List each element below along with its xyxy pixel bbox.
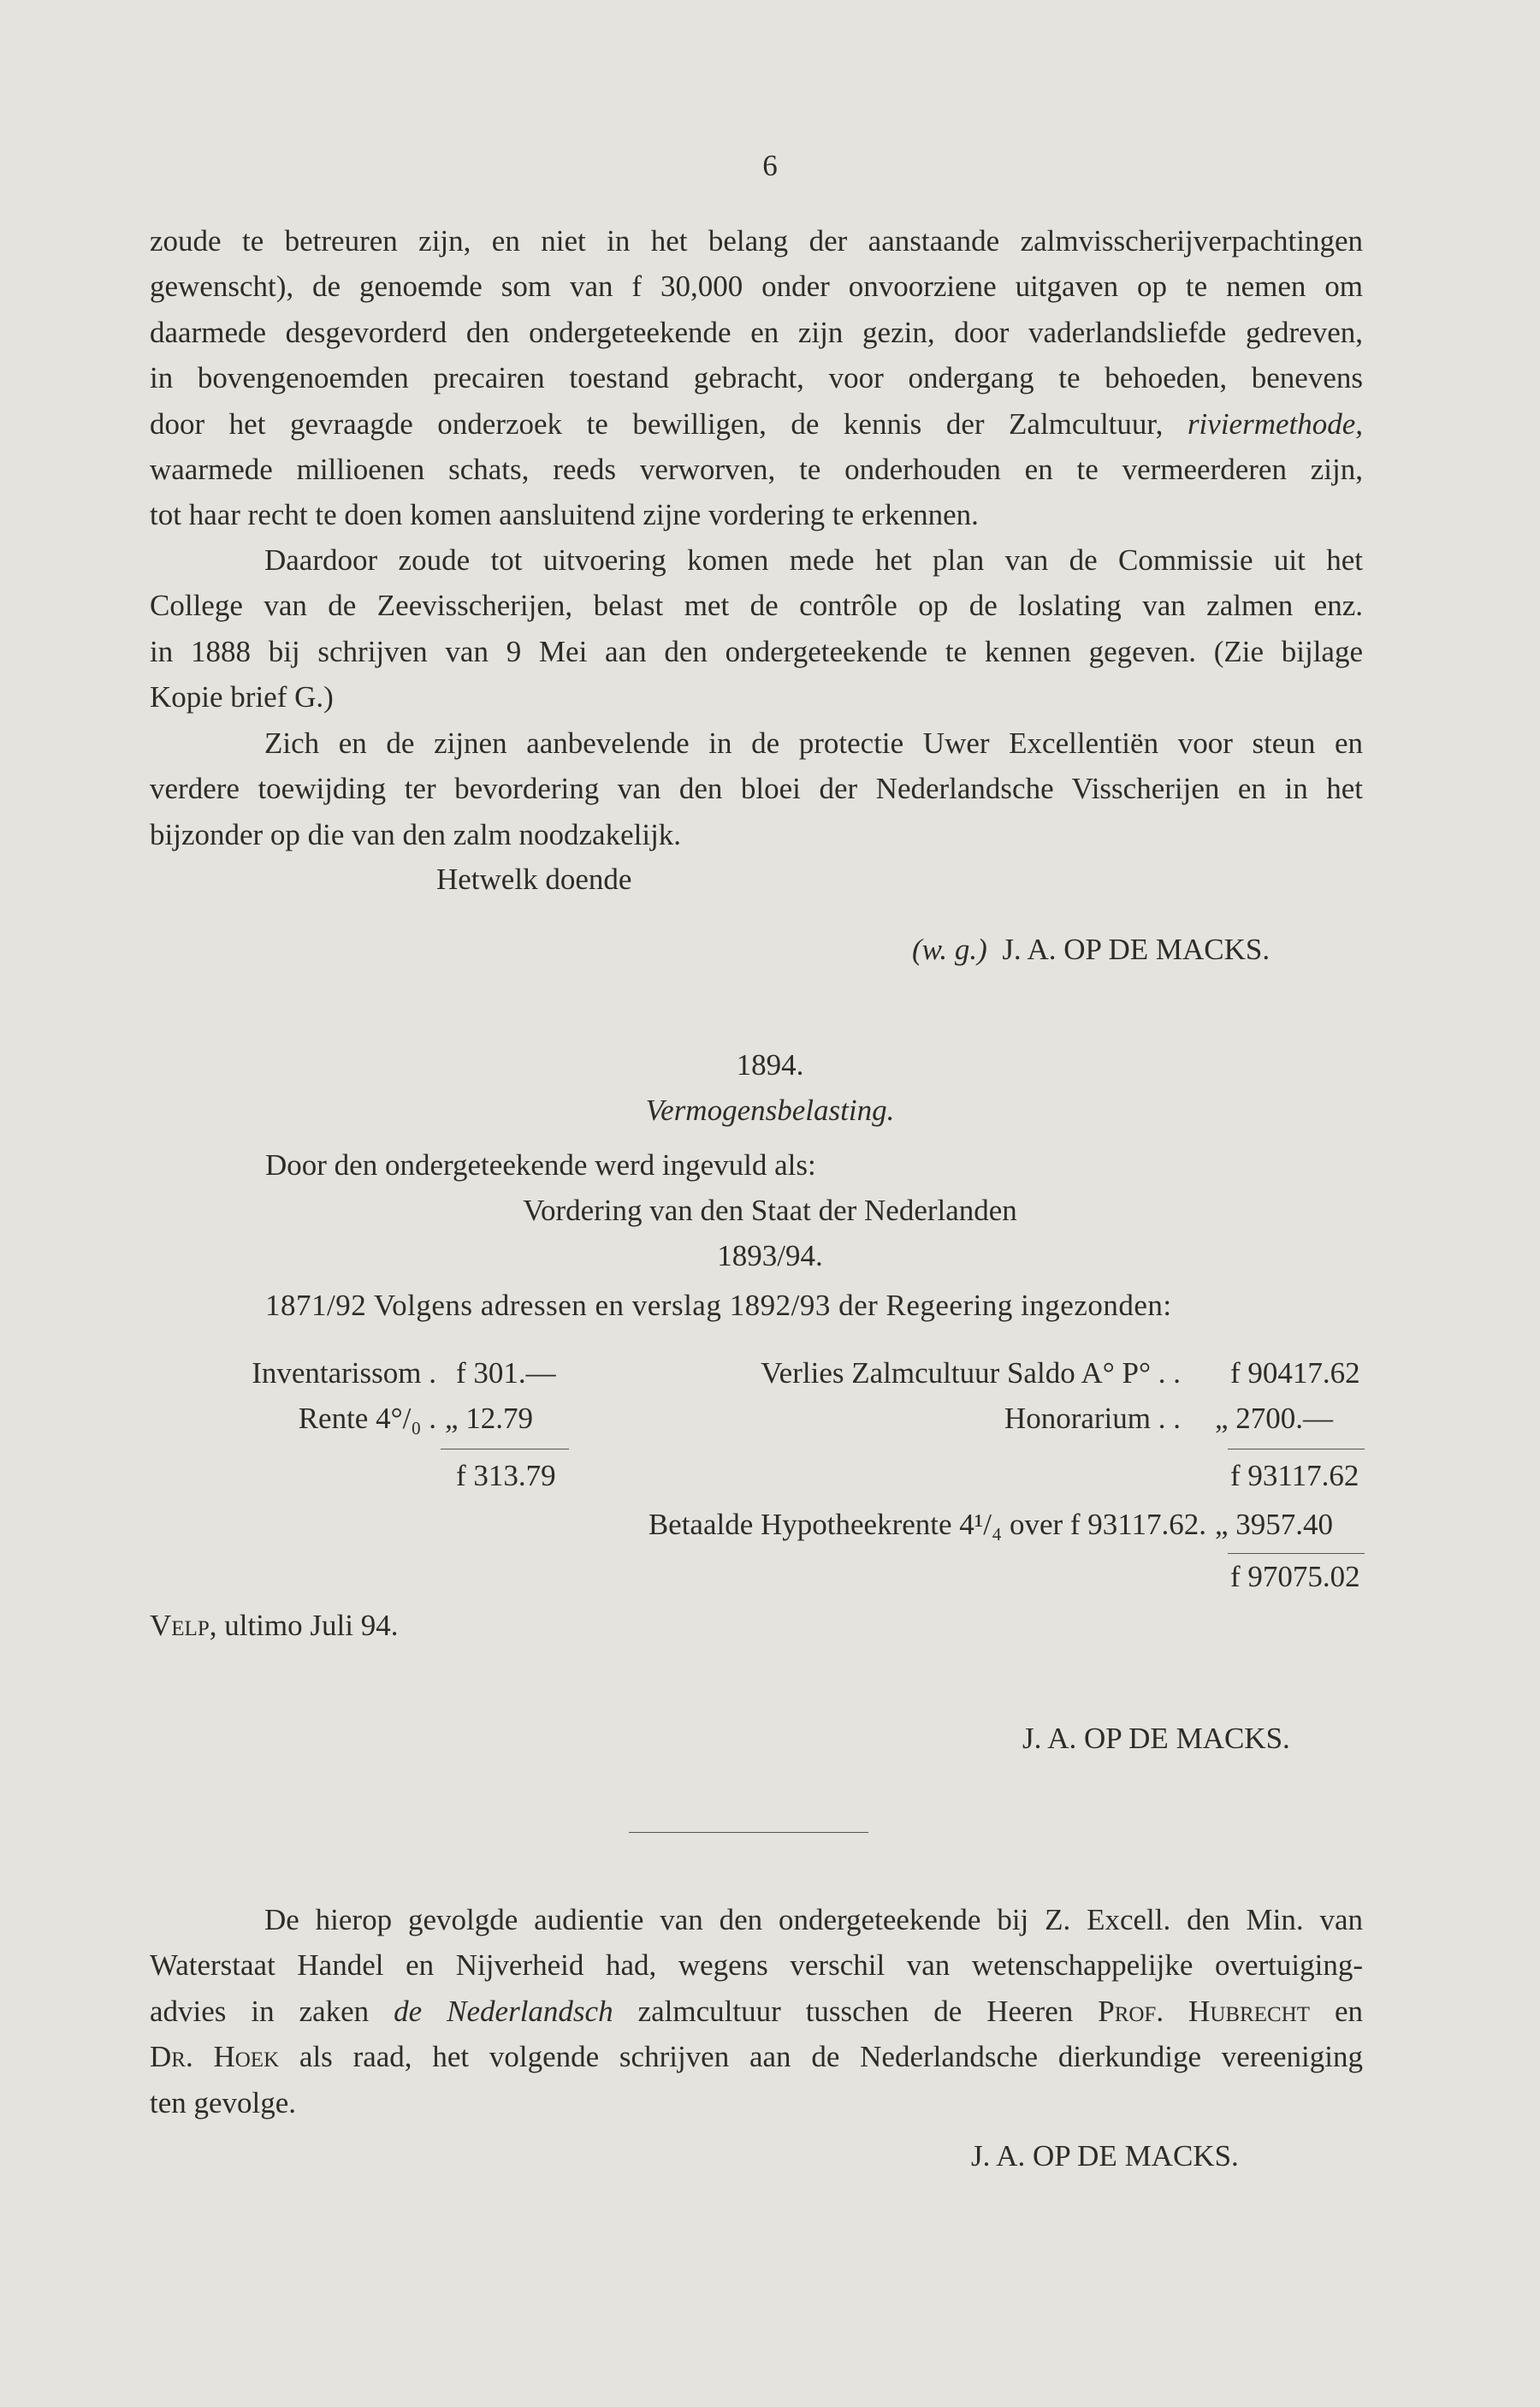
section-divider [629,1832,868,1833]
date-text: ultimo Juli 94. [216,1609,399,1642]
italic-term: de Nederlandsch [394,1994,613,2028]
text-line: waarmede millioenen schats, reeds verworven, te onderhouden en te vermeerderen zijn, [150,452,1363,486]
section-subtitle: Vermogensbelasting. [645,1094,895,1127]
text-line: tot haar recht te doen komen aansluitend zijne vordering te erkennen. [150,498,979,532]
text-span: advies in zaken [150,1994,370,2028]
right-row1-label: Verlies Zalmcultuur Saldo A° P° . . [761,1356,1181,1390]
final-paragraph [150,1897,1363,2125]
page-number: 6 [762,149,778,182]
text-line: gewenscht), de genoemde som van f 30,000 onder onvoorziene uitgaven op te nemen om [150,270,1363,304]
left-row1-label: Inventarissom . [252,1356,436,1390]
left-sum-rule [441,1449,569,1450]
right-sum-rule-1 [1228,1449,1365,1450]
signature-2: J. A. OP DE MACKS. [1022,1722,1290,1755]
italic-term: riviermethode, [1187,406,1364,441]
signature-note: (w. g.) [912,933,987,966]
place-date [150,1609,398,1643]
text-line: daarmede desgevorderd den ondergeteekende en zijn gezin, door vaderlandsliefde gedreven, [150,315,1363,349]
right-subtotal: f 93117.62 [1230,1459,1359,1492]
right-row3-value: „ 3957.40 [1215,1508,1334,1541]
text-span: en [1335,1994,1364,2028]
text-line [150,1989,1363,2034]
text-line: Kopie brief G.) [150,680,334,714]
paragraph-3 [150,720,1363,857]
text-line: Daardoor zoude tot uitvoering komen mede het plan van de Commissie uit het [264,543,1363,577]
section-year: 1894. [736,1048,804,1082]
paragraph-2 [150,537,1363,720]
text-line [150,2034,1363,2079]
left-row2-value: „ 12.79 [445,1402,534,1435]
signature-3: J. A. OP DE MACKS. [971,2139,1239,2173]
right-row2-value: „ 2700.— [1215,1402,1334,1435]
text-line: verdere toewijding ter bevordering van den bloei der Nederlandsche Visscherijen en in het [150,772,1363,806]
closing-phrase: Hetwelk doende [436,863,632,896]
text-line: zoude te betreuren zijn, en niet in het belang der aanstaande zalmvisscherijverpachtingen [150,224,1363,258]
right-total: f 97075.02 [1230,1560,1360,1593]
right-row3-label: Betaalde Hypotheekrente 4¹/₄ over f 93117.62. [648,1508,1206,1541]
claim-year: 1893/94. [717,1239,823,1272]
right-sum-rule-2 [1228,1553,1365,1554]
intro-line: Door den ondergeteekende werd ingevuld als: [265,1148,816,1182]
text-line: Waterstaat Handel en Nijverheid had, wegens verschil van wetenschappelijke overtuiging- [150,1948,1363,1983]
text-span: door het gevraagde onderzoek te bewilligen, de kennis der Zalmcultuur, [150,406,1164,441]
right-row2-label: Honorarium . . [1004,1402,1181,1435]
signature-name: J. A. OP DE MACKS. [1002,933,1270,966]
left-row1-value: f 301.— [456,1356,556,1390]
person-name: Dr. Hoek [150,2040,280,2074]
text-line: in 1888 bij schrijven van 9 Mei aan den ondergeteekende te kennen gegeven. (Zie bijlage [150,634,1363,668]
place-name: Velp, [150,1609,217,1642]
signature-1 [912,933,1270,967]
text-span: als raad, het volgende schrijven aan de Nederlandsche dierkundige vereeniging [299,2040,1364,2074]
right-row1-value: f 90417.62 [1230,1356,1360,1390]
text-line: in bovengenoemden precairen toestand gebracht, voor ondergang te behoeden, benevens [150,361,1363,395]
text-span: zalmcultuur tusschen de Heeren [637,1994,1074,2028]
text-line: De hierop gevolgde audientie van den ondergeteekende bij Z. Excell. den Min. van [264,1903,1363,1936]
text-line: ten gevolge. [150,2085,297,2119]
left-row2-label: Rente 4°/₀ . [298,1402,436,1435]
claim-line: 1871/92 Volgens adressen en verslag 1892/93 der Regeering ingezonden: [265,1289,1172,1322]
left-total: f 313.79 [456,1459,556,1492]
text-line [150,401,1363,447]
text-line: College van de Zeevisscherijen, belast met de contrôle op de loslating van zalmen enz. [150,589,1363,623]
text-line: Zich en de zijnen aanbevelende in de protectie Uwer Excellentiën voor steun en [264,726,1363,760]
claim-title: Vordering van den Staat der Nederlanden [523,1194,1017,1227]
person-name: Prof. Hubrecht [1098,1994,1311,2028]
paragraph-1 [150,218,1363,538]
text-line: bijzonder op die van den zalm noodzakelijk. [150,817,682,851]
